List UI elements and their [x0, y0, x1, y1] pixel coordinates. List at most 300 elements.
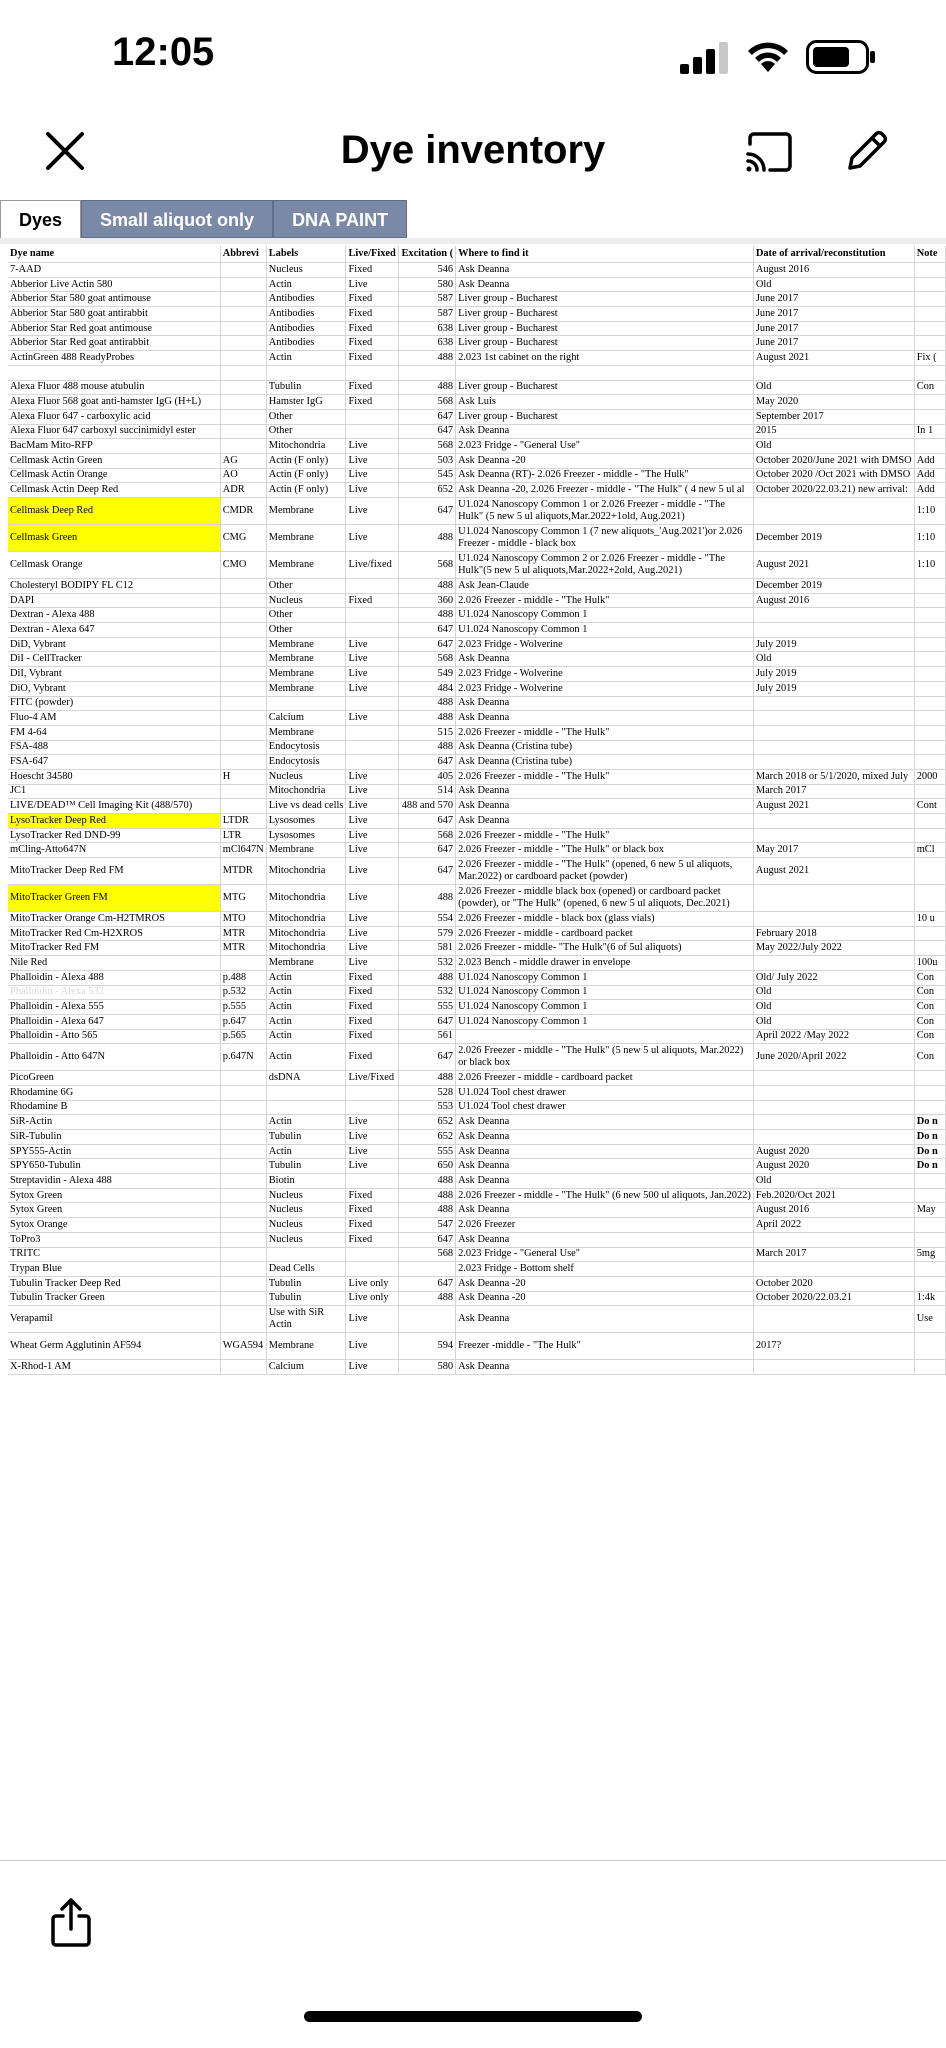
cell-abbreviation[interactable] [220, 1188, 266, 1203]
cell-labels[interactable]: Other [266, 608, 346, 623]
edit-pencil-icon[interactable] [842, 126, 892, 176]
cell-dye-name[interactable]: DiI, Vybrant [8, 667, 220, 682]
cell-abbreviation[interactable]: p.532 [220, 985, 266, 1000]
cell-date-arrival[interactable] [753, 885, 914, 912]
cell-dye-name[interactable]: Abberior Star Red goat antirabbit [8, 336, 220, 351]
cell-abbreviation[interactable] [220, 263, 266, 278]
cell-location[interactable] [456, 1029, 754, 1044]
cell-location[interactable]: 2.023 Fridge - Bottom shelf [456, 1262, 754, 1277]
cell-labels[interactable]: Mitochondria [266, 912, 346, 927]
cell-live-fixed[interactable]: Fixed [346, 1000, 399, 1015]
cell-labels[interactable]: Endocytosis [266, 755, 346, 770]
cell-location[interactable]: Ask Deanna [456, 1203, 754, 1218]
cell-abbreviation[interactable] [220, 667, 266, 682]
cell-live-fixed[interactable]: Live [346, 498, 399, 525]
cell-date-arrival[interactable]: Old [753, 1014, 914, 1029]
cell-note[interactable] [914, 593, 945, 608]
cell-live-fixed[interactable]: Fixed [346, 970, 399, 985]
cell-abbreviation[interactable] [220, 740, 266, 755]
cell-note[interactable] [914, 858, 945, 885]
cell-location[interactable] [456, 365, 754, 380]
cell-excitation[interactable]: 579 [399, 926, 456, 941]
cell-abbreviation[interactable] [220, 623, 266, 638]
cell-note[interactable]: Do n [914, 1144, 945, 1159]
cell-live-fixed[interactable] [346, 696, 399, 711]
cell-date-arrival[interactable]: October 2020/June 2021 with DMSO [753, 453, 914, 468]
cell-excitation[interactable]: 652 [399, 1130, 456, 1145]
cell-dye-name[interactable]: Phalloidin - Atto 647N [8, 1044, 220, 1071]
cell-note[interactable] [914, 336, 945, 351]
cell-excitation[interactable]: 647 [399, 814, 456, 829]
cell-labels[interactable]: Biotin [266, 1174, 346, 1189]
cell-excitation[interactable]: 647 [399, 409, 456, 424]
cell-note[interactable]: Con [914, 985, 945, 1000]
cell-date-arrival[interactable]: March 2017 [753, 784, 914, 799]
cell-abbreviation[interactable]: p.647N [220, 1044, 266, 1071]
cell-excitation[interactable]: 555 [399, 1144, 456, 1159]
cell-labels[interactable]: Nucleus [266, 263, 346, 278]
cell-note[interactable] [914, 579, 945, 594]
cell-dye-name[interactable]: mCling-Atto647N [8, 843, 220, 858]
cell-abbreviation[interactable] [220, 1276, 266, 1291]
cell-location[interactable]: Ask Deanna -20 [456, 1291, 754, 1306]
cell-labels[interactable]: Actin [266, 1014, 346, 1029]
cell-note[interactable] [914, 623, 945, 638]
cell-labels[interactable]: Actin [266, 1044, 346, 1071]
cell-abbreviation[interactable] [220, 1100, 266, 1115]
cell-excitation[interactable]: 650 [399, 1159, 456, 1174]
cell-abbreviation[interactable]: MTG [220, 885, 266, 912]
cell-location[interactable]: 2.023 Fridge - Wolverine [456, 681, 754, 696]
cell-live-fixed[interactable]: Live [346, 799, 399, 814]
cell-dye-name[interactable]: Hoescht 34580 [8, 769, 220, 784]
cell-dye-name[interactable]: Cellmask Orange [8, 552, 220, 579]
table-row[interactable] [8, 1085, 946, 1100]
cell-excitation[interactable]: 647 [399, 1276, 456, 1291]
spreadsheet-view[interactable] [0, 198, 946, 1858]
cell-abbreviation[interactable]: WGA594 [220, 1333, 266, 1360]
cell-note[interactable] [914, 1085, 945, 1100]
cell-dye-name[interactable]: SiR-Actin [8, 1115, 220, 1130]
cell-note[interactable] [914, 711, 945, 726]
cell-labels[interactable]: Nucleus [266, 769, 346, 784]
cell-labels[interactable]: Membrane [266, 652, 346, 667]
cell-live-fixed[interactable]: Live [346, 453, 399, 468]
cell-date-arrival[interactable]: Old [753, 1000, 914, 1015]
cell-excitation[interactable]: 568 [399, 1247, 456, 1262]
cell-location[interactable]: 2.023 1st cabinet on the right [456, 351, 754, 366]
cell-labels[interactable]: Membrane [266, 552, 346, 579]
cell-live-fixed[interactable]: Fixed [346, 263, 399, 278]
cell-abbreviation[interactable]: LTR [220, 828, 266, 843]
cell-date-arrival[interactable]: August 2020 [753, 1144, 914, 1159]
table-row[interactable] [8, 843, 946, 858]
cell-excitation[interactable]: 647 [399, 637, 456, 652]
cell-note[interactable]: Do n [914, 1115, 945, 1130]
cell-excitation[interactable]: 647 [399, 755, 456, 770]
cell-date-arrival[interactable]: October 2020/22.03.21) new arrival: [753, 483, 914, 498]
cell-dye-name[interactable]: MitoTracker Orange Cm-H2TMROS [8, 912, 220, 927]
cell-date-arrival[interactable]: August 2021 [753, 552, 914, 579]
cell-live-fixed[interactable]: Fixed [346, 336, 399, 351]
cell-labels[interactable]: Actin [266, 985, 346, 1000]
cell-excitation[interactable]: 514 [399, 784, 456, 799]
cell-live-fixed[interactable] [346, 755, 399, 770]
cell-excitation[interactable]: 405 [399, 769, 456, 784]
cell-dye-name[interactable]: Phalloidin - Alexa 488 [8, 970, 220, 985]
cell-date-arrival[interactable]: August 2021 [753, 351, 914, 366]
cell-dye-name[interactable]: Sytox Green [8, 1203, 220, 1218]
cell-location[interactable]: Ask Deanna [456, 424, 754, 439]
header-labels[interactable]: Labels [266, 246, 346, 263]
cast-icon[interactable] [744, 128, 794, 176]
cell-date-arrival[interactable]: Old/ July 2022 [753, 970, 914, 985]
table-row[interactable] [8, 912, 946, 927]
cell-excitation[interactable]: 545 [399, 468, 456, 483]
cell-dye-name[interactable]: PicoGreen [8, 1071, 220, 1086]
cell-excitation[interactable]: 503 [399, 453, 456, 468]
cell-note[interactable] [914, 1188, 945, 1203]
cell-note[interactable]: Add [914, 483, 945, 498]
cell-labels[interactable]: Other [266, 579, 346, 594]
cell-live-fixed[interactable]: Live [346, 468, 399, 483]
cell-labels[interactable]: Mitochondria [266, 926, 346, 941]
cell-live-fixed[interactable]: Fixed [346, 1188, 399, 1203]
cell-dye-name[interactable]: Sytox Orange [8, 1218, 220, 1233]
cell-live-fixed[interactable] [346, 1085, 399, 1100]
cell-live-fixed[interactable]: Live [346, 926, 399, 941]
cell-labels[interactable]: Membrane [266, 1333, 346, 1360]
cell-excitation[interactable]: 652 [399, 1115, 456, 1130]
table-row[interactable] [8, 1100, 946, 1115]
cell-location[interactable]: U1.024 Nanoscopy Common 2 or 2.026 Freezer - middle - "The Hulk"(5 new 5 ul aliquots,Mar.2022+2old, Aug.2021) [456, 552, 754, 579]
cell-dye-name[interactable]: LysoTracker Deep Red [8, 814, 220, 829]
cell-abbreviation[interactable] [220, 1306, 266, 1333]
cell-excitation[interactable]: 647 [399, 858, 456, 885]
cell-excitation[interactable]: 568 [399, 552, 456, 579]
cell-date-arrival[interactable]: July 2019 [753, 667, 914, 682]
cell-location[interactable]: Ask Deanna [456, 1115, 754, 1130]
cell-note[interactable] [914, 667, 945, 682]
cell-date-arrival[interactable]: May 2017 [753, 843, 914, 858]
cell-labels[interactable]: Membrane [266, 681, 346, 696]
cell-excitation[interactable]: 488 and 570 [399, 799, 456, 814]
cell-dye-name[interactable]: Phalloidin - Alexa 532 [8, 985, 220, 1000]
cell-excitation[interactable]: 488 [399, 740, 456, 755]
cell-note[interactable] [914, 926, 945, 941]
cell-note[interactable]: 1:4k [914, 1291, 945, 1306]
cell-note[interactable]: May [914, 1203, 945, 1218]
cell-location[interactable]: 2.026 Freezer - middle - "The Hulk" (opened, 6 new 5 ul aliquots, Mar.2022) or cardboard packet (powder) [456, 858, 754, 885]
cell-excitation[interactable] [399, 365, 456, 380]
cell-location[interactable]: Ask Deanna [456, 1174, 754, 1189]
cell-live-fixed[interactable]: Fixed [346, 307, 399, 322]
cell-excitation[interactable]: 488 [399, 1203, 456, 1218]
cell-dye-name[interactable]: BacMam Mito-RFP [8, 439, 220, 454]
cell-date-arrival[interactable]: June 2017 [753, 336, 914, 351]
cell-note[interactable] [914, 755, 945, 770]
cell-date-arrival[interactable] [753, 608, 914, 623]
cell-abbreviation[interactable] [220, 579, 266, 594]
cell-note[interactable]: Con [914, 1029, 945, 1044]
cell-note[interactable]: Con [914, 1014, 945, 1029]
cell-location[interactable]: 2.026 Freezer - middle - "The Hulk" (6 new 500 ul aliquots, Jan.2022) [456, 1188, 754, 1203]
cell-note[interactable]: In 1 [914, 424, 945, 439]
cell-live-fixed[interactable]: Live [346, 956, 399, 971]
cell-dye-name[interactable]: LIVE/DEAD™ Cell Imaging Kit (488/570) [8, 799, 220, 814]
table-row[interactable] [8, 1276, 946, 1291]
cell-labels[interactable]: Membrane [266, 667, 346, 682]
cell-live-fixed[interactable]: Live [346, 784, 399, 799]
cell-dye-name[interactable]: Phalloidin - Alexa 647 [8, 1014, 220, 1029]
cell-excitation[interactable]: 638 [399, 336, 456, 351]
cell-abbreviation[interactable]: H [220, 769, 266, 784]
cell-live-fixed[interactable]: Fixed [346, 985, 399, 1000]
cell-abbreviation[interactable]: CMDR [220, 498, 266, 525]
cell-excitation[interactable]: 515 [399, 725, 456, 740]
cell-note[interactable] [914, 1218, 945, 1233]
cell-abbreviation[interactable] [220, 637, 266, 652]
cell-live-fixed[interactable] [346, 1262, 399, 1277]
cell-note[interactable] [914, 307, 945, 322]
cell-live-fixed[interactable] [346, 623, 399, 638]
cell-date-arrival[interactable] [753, 1071, 914, 1086]
cell-dye-name[interactable]: SPY650-Tubulin [8, 1159, 220, 1174]
cell-location[interactable]: Liver group - Bucharest [456, 380, 754, 395]
cell-excitation[interactable]: 594 [399, 1333, 456, 1360]
cell-excitation[interactable]: 488 [399, 380, 456, 395]
cell-abbreviation[interactable] [220, 1360, 266, 1375]
cell-date-arrival[interactable] [753, 696, 914, 711]
cell-location[interactable]: U1.024 Tool chest drawer [456, 1085, 754, 1100]
cell-date-arrival[interactable]: June 2020/April 2022 [753, 1044, 914, 1071]
cell-date-arrival[interactable] [753, 1262, 914, 1277]
cell-date-arrival[interactable]: May 2020 [753, 395, 914, 410]
cell-labels[interactable]: Nucleus [266, 1232, 346, 1247]
cell-location[interactable]: Ask Deanna [456, 1159, 754, 1174]
cell-abbreviation[interactable] [220, 1071, 266, 1086]
cell-dye-name[interactable]: Abberior Live Actin 580 [8, 277, 220, 292]
table-row[interactable] [8, 439, 946, 454]
cell-labels[interactable]: Actin (F only) [266, 468, 346, 483]
header-note[interactable]: Note [914, 246, 945, 263]
cell-labels[interactable] [266, 365, 346, 380]
cell-abbreviation[interactable] [220, 593, 266, 608]
cell-date-arrival[interactable]: October 2020 /Oct 2021 with DMSO [753, 468, 914, 483]
cell-note[interactable] [914, 1333, 945, 1360]
table-row[interactable] [8, 453, 946, 468]
cell-date-arrival[interactable]: August 2016 [753, 263, 914, 278]
cell-note[interactable] [914, 1276, 945, 1291]
cell-dye-name[interactable]: MitoTracker Red FM [8, 941, 220, 956]
cell-excitation[interactable]: 488 [399, 525, 456, 552]
table-row[interactable] [8, 941, 946, 956]
cell-location[interactable]: Ask Deanna [456, 814, 754, 829]
cell-excitation[interactable]: 581 [399, 941, 456, 956]
cell-location[interactable]: Ask Luis [456, 395, 754, 410]
cell-date-arrival[interactable]: August 2021 [753, 858, 914, 885]
cell-location[interactable]: Ask Deanna (Cristina tube) [456, 740, 754, 755]
cell-abbreviation[interactable] [220, 307, 266, 322]
cell-note[interactable] [914, 608, 945, 623]
table-row[interactable] [8, 579, 946, 594]
cell-abbreviation[interactable] [220, 755, 266, 770]
cell-dye-name[interactable]: Cellmask Deep Red [8, 498, 220, 525]
cell-note[interactable] [914, 637, 945, 652]
cell-labels[interactable]: Calcium [266, 1360, 346, 1375]
table-row[interactable] [8, 1188, 946, 1203]
cell-labels[interactable]: Other [266, 623, 346, 638]
cell-excitation[interactable] [399, 1262, 456, 1277]
table-row[interactable] [8, 696, 946, 711]
header-live-fixed[interactable]: Live/Fixed [346, 246, 399, 263]
cell-live-fixed[interactable]: Fixed [346, 1044, 399, 1071]
table-row[interactable] [8, 926, 946, 941]
cell-location[interactable]: Ask Deanna [456, 1360, 754, 1375]
cell-note[interactable] [914, 321, 945, 336]
cell-live-fixed[interactable] [346, 608, 399, 623]
cell-date-arrival[interactable]: December 2019 [753, 525, 914, 552]
cell-note[interactable]: 2000 [914, 769, 945, 784]
cell-live-fixed[interactable]: Live [346, 439, 399, 454]
cell-abbreviation[interactable] [220, 799, 266, 814]
table-row[interactable] [8, 395, 946, 410]
cell-excitation[interactable]: 647 [399, 498, 456, 525]
table-row[interactable] [8, 525, 946, 552]
cell-abbreviation[interactable] [220, 1262, 266, 1277]
cell-labels[interactable] [266, 1085, 346, 1100]
cell-abbreviation[interactable]: CMO [220, 552, 266, 579]
cell-excitation[interactable]: 580 [399, 277, 456, 292]
cell-note[interactable]: Use [914, 1306, 945, 1333]
table-row[interactable] [8, 1071, 946, 1086]
cell-labels[interactable]: Tubulin [266, 1276, 346, 1291]
cell-date-arrival[interactable] [753, 828, 914, 843]
cell-labels[interactable]: Actin [266, 970, 346, 985]
cell-labels[interactable]: Nucleus [266, 593, 346, 608]
cell-labels[interactable]: Nucleus [266, 1188, 346, 1203]
cell-labels[interactable] [266, 696, 346, 711]
cell-location[interactable]: 2.026 Freezer [456, 1218, 754, 1233]
cell-note[interactable] [914, 828, 945, 843]
cell-location[interactable]: Liver group - Bucharest [456, 307, 754, 322]
cell-date-arrival[interactable]: 2015 [753, 424, 914, 439]
cell-live-fixed[interactable]: Live [346, 667, 399, 682]
cell-note[interactable] [914, 1071, 945, 1086]
table-row[interactable] [8, 263, 946, 278]
table-row[interactable] [8, 424, 946, 439]
table-row[interactable] [8, 725, 946, 740]
table-row[interactable] [8, 593, 946, 608]
cell-date-arrival[interactable] [753, 725, 914, 740]
header-abbreviation[interactable]: Abbrevi [220, 246, 266, 263]
table-row[interactable] [8, 711, 946, 726]
cell-note[interactable]: Fix ( [914, 351, 945, 366]
cell-date-arrival[interactable]: August 2020 [753, 1159, 914, 1174]
cell-note[interactable] [914, 1100, 945, 1115]
table-row[interactable] [8, 652, 946, 667]
cell-note[interactable] [914, 1360, 945, 1375]
header-dye-name[interactable]: Dye name [8, 246, 220, 263]
cell-dye-name[interactable]: Cellmask Actin Green [8, 453, 220, 468]
cell-excitation[interactable]: 488 [399, 711, 456, 726]
cell-live-fixed[interactable] [346, 725, 399, 740]
header-location[interactable]: Where to find it [456, 246, 754, 263]
cell-date-arrival[interactable] [753, 740, 914, 755]
cell-excitation[interactable]: 488 [399, 1188, 456, 1203]
table-row[interactable] [8, 1174, 946, 1189]
cell-live-fixed[interactable]: Live [346, 1360, 399, 1375]
cell-live-fixed[interactable]: Live [346, 769, 399, 784]
cell-abbreviation[interactable] [220, 1174, 266, 1189]
cell-dye-name[interactable]: ActinGreen 488 ReadyProbes [8, 351, 220, 366]
cell-note[interactable] [914, 365, 945, 380]
cell-labels[interactable]: Actin (F only) [266, 483, 346, 498]
cell-labels[interactable]: Antibodies [266, 307, 346, 322]
share-icon[interactable] [48, 1896, 94, 1948]
cell-excitation[interactable]: 554 [399, 912, 456, 927]
cell-live-fixed[interactable] [346, 740, 399, 755]
cell-date-arrival[interactable] [753, 365, 914, 380]
cell-labels[interactable]: Actin [266, 1029, 346, 1044]
cell-abbreviation[interactable] [220, 1159, 266, 1174]
cell-dye-name[interactable]: Streptavidin - Alexa 488 [8, 1174, 220, 1189]
cell-dye-name[interactable] [8, 365, 220, 380]
cell-note[interactable] [914, 696, 945, 711]
cell-dye-name[interactable]: Alexa Fluor 488 mouse atubulin [8, 380, 220, 395]
cell-live-fixed[interactable]: Live [346, 912, 399, 927]
cell-labels[interactable]: Actin [266, 351, 346, 366]
cell-abbreviation[interactable] [220, 681, 266, 696]
cell-abbreviation[interactable]: MTR [220, 926, 266, 941]
cell-live-fixed[interactable]: Fixed [346, 380, 399, 395]
cell-excitation[interactable]: 532 [399, 956, 456, 971]
cell-live-fixed[interactable]: Fixed [346, 1029, 399, 1044]
cell-location[interactable]: U1.024 Tool chest drawer [456, 1100, 754, 1115]
cell-location[interactable]: 2.023 Fridge - "General Use" [456, 1247, 754, 1262]
cell-location[interactable]: 2.023 Fridge - Wolverine [456, 667, 754, 682]
cell-location[interactable]: Ask Deanna [456, 1306, 754, 1333]
cell-abbreviation[interactable]: MTR [220, 941, 266, 956]
cell-abbreviation[interactable]: MTDR [220, 858, 266, 885]
cell-location[interactable]: 2.026 Freezer - middle - "The Hulk" [456, 828, 754, 843]
cell-location[interactable]: 2.023 Fridge - Wolverine [456, 637, 754, 652]
table-row[interactable] [8, 498, 946, 525]
cell-location[interactable]: U1.024 Nanoscopy Common 1 [456, 970, 754, 985]
cell-live-fixed[interactable]: Live [346, 525, 399, 552]
table-row[interactable] [8, 755, 946, 770]
cell-location[interactable]: Ask Deanna [456, 696, 754, 711]
cell-dye-name[interactable]: Cellmask Green [8, 525, 220, 552]
cell-dye-name[interactable]: Cellmask Actin Deep Red [8, 483, 220, 498]
cell-labels[interactable]: Actin (F only) [266, 453, 346, 468]
cell-date-arrival[interactable]: Old [753, 439, 914, 454]
cell-date-arrival[interactable]: 2017? [753, 1333, 914, 1360]
table-row[interactable] [8, 1203, 946, 1218]
cell-note[interactable]: Con [914, 380, 945, 395]
table-row[interactable] [8, 740, 946, 755]
cell-labels[interactable]: Mitochondria [266, 784, 346, 799]
cell-excitation[interactable]: 488 [399, 608, 456, 623]
table-row[interactable] [8, 351, 946, 366]
cell-location[interactable]: Ask Deanna [456, 1144, 754, 1159]
table-row[interactable] [8, 380, 946, 395]
cell-live-fixed[interactable]: Live [346, 483, 399, 498]
cell-note[interactable]: 5mg [914, 1247, 945, 1262]
cell-abbreviation[interactable]: p.647 [220, 1014, 266, 1029]
cell-excitation[interactable]: 647 [399, 424, 456, 439]
cell-abbreviation[interactable]: mCl647N [220, 843, 266, 858]
